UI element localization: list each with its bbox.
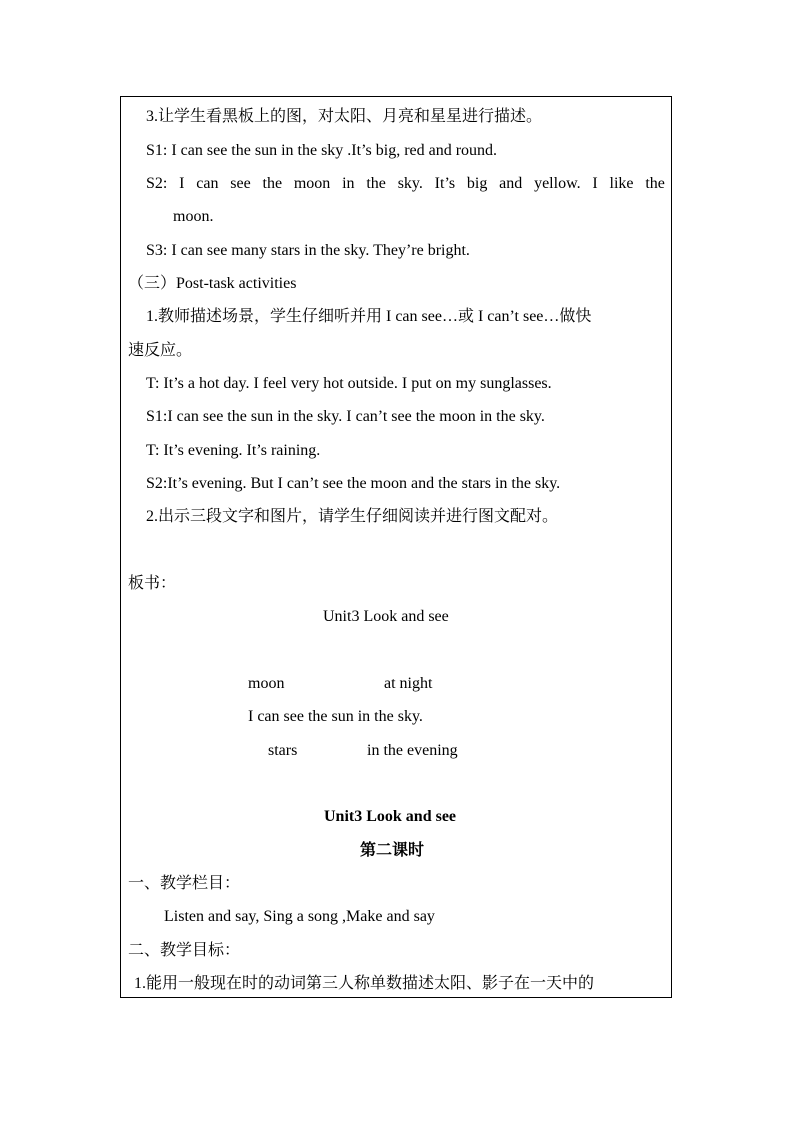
student-response-s2 (146, 173, 665, 195)
student-response-s3: S3: I can see many stars in the sky. They’re bright. (146, 242, 470, 259)
teacher-line-1: T: It’s a hot day. I feel very hot outside. I put on my sunglasses. (146, 375, 552, 392)
s2-word: the (645, 175, 665, 192)
board-title: Unit3 Look and see (323, 608, 449, 625)
board-label: 板书： (128, 575, 177, 592)
lesson2-title: Unit3 Look and see (324, 808, 457, 825)
s2-word: like (609, 175, 634, 192)
s2-word: big (466, 175, 488, 192)
student-response-s1: S1: I can see the sun in the sky .It’s big, red and round. (146, 142, 498, 159)
post-task-heading: （三）Post-task activities (128, 275, 297, 292)
s2-word: and (499, 175, 523, 192)
post-task-item-1-continued: 速反应。 (128, 342, 193, 359)
s2-word: sky. (397, 175, 423, 192)
s2-word: It’s (434, 175, 456, 192)
student-line-2: S2:It’s evening. But I can’t see the moon and the stars in the sky. (146, 475, 561, 492)
student-response-s2-continued: moon. (173, 208, 214, 225)
s2-word: S2: (146, 175, 168, 192)
student-line-1: S1:I can see the sun in the sky. I can’t see the moon in the sky. (146, 408, 545, 425)
s2-word: can (196, 175, 219, 192)
s2-word: see (230, 175, 251, 192)
board-phrase-in-the-evening: in the evening (367, 742, 458, 759)
board-sentence: I can see the sun in the sky. (248, 708, 423, 725)
post-task-item-2: 2.出示三段文字和图片，请学生仔细阅读并进行图文配对。 (146, 508, 559, 525)
teaching-columns-list: Listen and say, Sing a song ,Make and say (164, 908, 435, 925)
lesson2-subtitle: 第二课时 (360, 842, 425, 859)
board-word-moon: moon (248, 675, 285, 692)
teaching-goal-1: 1.能用一般现在时的动词第三人称单数描述太阳、影子在一天中的 (134, 975, 595, 992)
post-task-item-1: 1.教师描述场景，学生仔细听并用 I can see…或 I can’t see…做快 (146, 308, 592, 325)
s2-word: the (366, 175, 386, 192)
s2-word: yellow. (534, 175, 581, 192)
s2-word: I (179, 175, 185, 192)
s2-word: moon (293, 175, 331, 192)
section-teaching-goals: 二、教学目标： (128, 942, 241, 959)
board-phrase-at-night: at night (384, 675, 433, 692)
teacher-line-2: T: It’s evening. It’s raining. (146, 442, 321, 459)
section-teaching-columns: 一、教学栏目： (128, 875, 241, 892)
activity-item-3: 3.让学生看黑板上的图，对太阳、月亮和星星进行描述。 (146, 108, 543, 125)
s2-word: I (592, 175, 598, 192)
s2-word: the (262, 175, 283, 192)
lesson-plan-table-cell (120, 96, 672, 998)
s2-word: in (342, 175, 355, 192)
board-word-stars: stars (268, 742, 298, 759)
